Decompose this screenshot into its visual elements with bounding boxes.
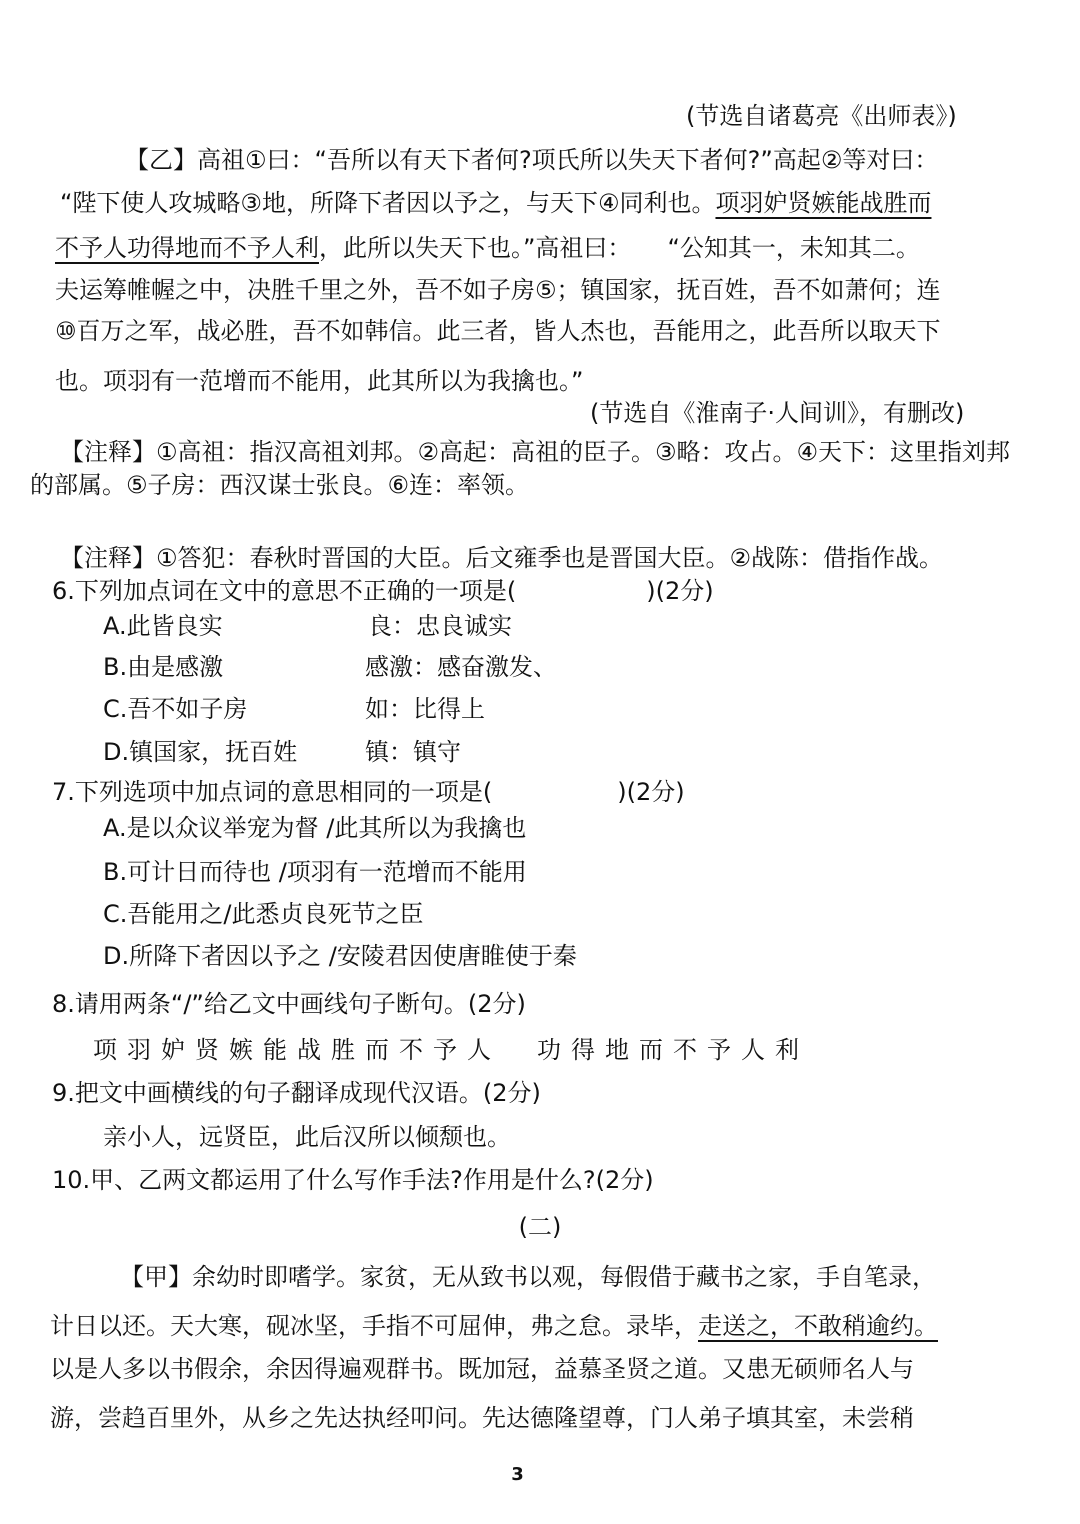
- question-6-stem-text: 6.下列加点词在文中的意思不正确的一项是(: [52, 577, 517, 605]
- notes-1-line-2: 的部属。⑤子房：西汉谋士张良。⑥连：率领。: [30, 471, 530, 499]
- source-citation-chushibiao: (节选自诸葛亮《出师表》): [686, 102, 957, 130]
- question-9-sentence: 亲小人，远贤臣，此后汉所以倾颓也。: [103, 1123, 511, 1151]
- question-7-stem: [52, 777, 685, 807]
- q7-option-b: B.可计日而待也 /项羽有一范增而不能用: [103, 858, 527, 886]
- passage-yi-line-3-text: ，此所以失天下也。”高祖曰：: [319, 234, 632, 262]
- question-8-sentence: [93, 1035, 809, 1065]
- passage-yi-line-4: 夫运筹帷幄之中，决胜千里之外，吾不如子房⑤；镇国家，抚百姓，吾不如萧何；连: [55, 276, 941, 304]
- passage-jia-line-2-text: 计日以还。天大寒，砚冰坚，手指不可屈伸，弗之怠。录毕，: [50, 1312, 698, 1340]
- passage-yi-line-2: [60, 188, 931, 218]
- q6-option-a: A.此皆良实: [103, 612, 223, 640]
- passage-yi-line-2-text: “陛下使人攻城略③地，所降下者因以予之，与天下④同利也。: [60, 189, 716, 217]
- section-2-title: (二): [518, 1213, 562, 1241]
- q7-option-a: A.是以众议举宠为督 /此其所以为我擒也: [103, 814, 527, 842]
- q6-option-b: B.由是感激: [103, 653, 224, 681]
- source-citation-huainanzi: (节选自《淮南子·人间训》，有删改): [590, 399, 965, 427]
- notes-2: 【注释】①答犯：春秋时晋国的大臣。后文雍季也是晋国大臣。②战陈：借指作战。: [60, 544, 944, 572]
- q7-option-d: D.所降下者因以予之 /安陵君因使唐睢使于秦: [103, 942, 577, 970]
- passage-jia-line-1: 【甲】余幼时即嗜学。家贫，无从致书以观，每假借于藏书之家，手自笔录，: [120, 1263, 936, 1291]
- passage-yi-line-5: ⑩百万之军，战必胜，吾不如韩信。此三者，皆人杰也，吾能用之，此吾所以取天下: [55, 317, 941, 345]
- notes-1-line-1: 【注释】①高祖：指汉高祖刘邦。②高起：高祖的臣子。③略：攻占。④天下：这里指刘邦: [60, 438, 1011, 466]
- question-7-stem-text: 7.下列选项中加点词的意思相同的一项是(: [52, 778, 493, 806]
- underlined-sentence-part-1: 项羽妒贤嫉能战胜而: [715, 189, 932, 217]
- passage-yi-line-3: [55, 233, 920, 263]
- passage-yi-line-1: 【乙】高祖①曰：“吾所以有天下者何?项氏所以失天下者何?”高起②等对曰：: [125, 146, 939, 174]
- passage-yi-line-6: 也。项羽有一范增而不能用，此其所以为我擒也。”: [55, 367, 584, 395]
- question-6-stem: [52, 576, 714, 606]
- q7-option-c: C.吾能用之/此悉贞良死节之臣: [103, 900, 424, 928]
- question-10-stem: 10.甲、乙两文都运用了什么写作手法?作用是什么?(2分): [52, 1166, 654, 1194]
- question-8-stem: 8.请用两条“/”给乙文中画线句子断句。(2分): [52, 990, 526, 1018]
- passage-jia-line-3: 以是人多以书假余，余因得遍观群书。既加冠，益慕圣贤之道。又患无硕师名人与: [50, 1355, 914, 1383]
- question-6-score: )(2分): [646, 577, 714, 605]
- page-number: 3: [511, 1464, 524, 1485]
- passage-jia-line-2: [50, 1311, 938, 1341]
- underlined-sentence-part-2: 不予人功得地而不予人利: [55, 234, 319, 262]
- question-7-score: )(2分): [617, 778, 685, 806]
- q6-option-b-meaning: 感激：感奋激发、: [365, 653, 557, 681]
- passage-yi-line-3-quote: “公知其一，未知其二。: [667, 234, 920, 262]
- q6-option-d-meaning: 镇：镇守: [365, 738, 461, 766]
- underlined-sentence: 走送之，不敢稍逾约。: [698, 1312, 938, 1340]
- q6-option-c: C.吾不如子房: [103, 695, 248, 723]
- question-8-sentence-part-1: 项羽妒贤嫉能战胜而不予人: [93, 1036, 501, 1064]
- q6-option-c-meaning: 如：比得上: [365, 695, 485, 723]
- q6-option-d: D.镇国家，抚百姓: [103, 738, 298, 766]
- passage-jia-line-4: 游，尝趋百里外，从乡之先达执经叩问。先达德隆望尊，门人弟子填其室，未尝稍: [50, 1404, 914, 1432]
- question-8-sentence-part-2: 功得地而不予人利: [537, 1036, 809, 1064]
- q6-option-a-meaning: 良：忠良诚实: [368, 612, 512, 640]
- question-9-stem: 9.把文中画横线的句子翻译成现代汉语。(2分): [52, 1079, 541, 1107]
